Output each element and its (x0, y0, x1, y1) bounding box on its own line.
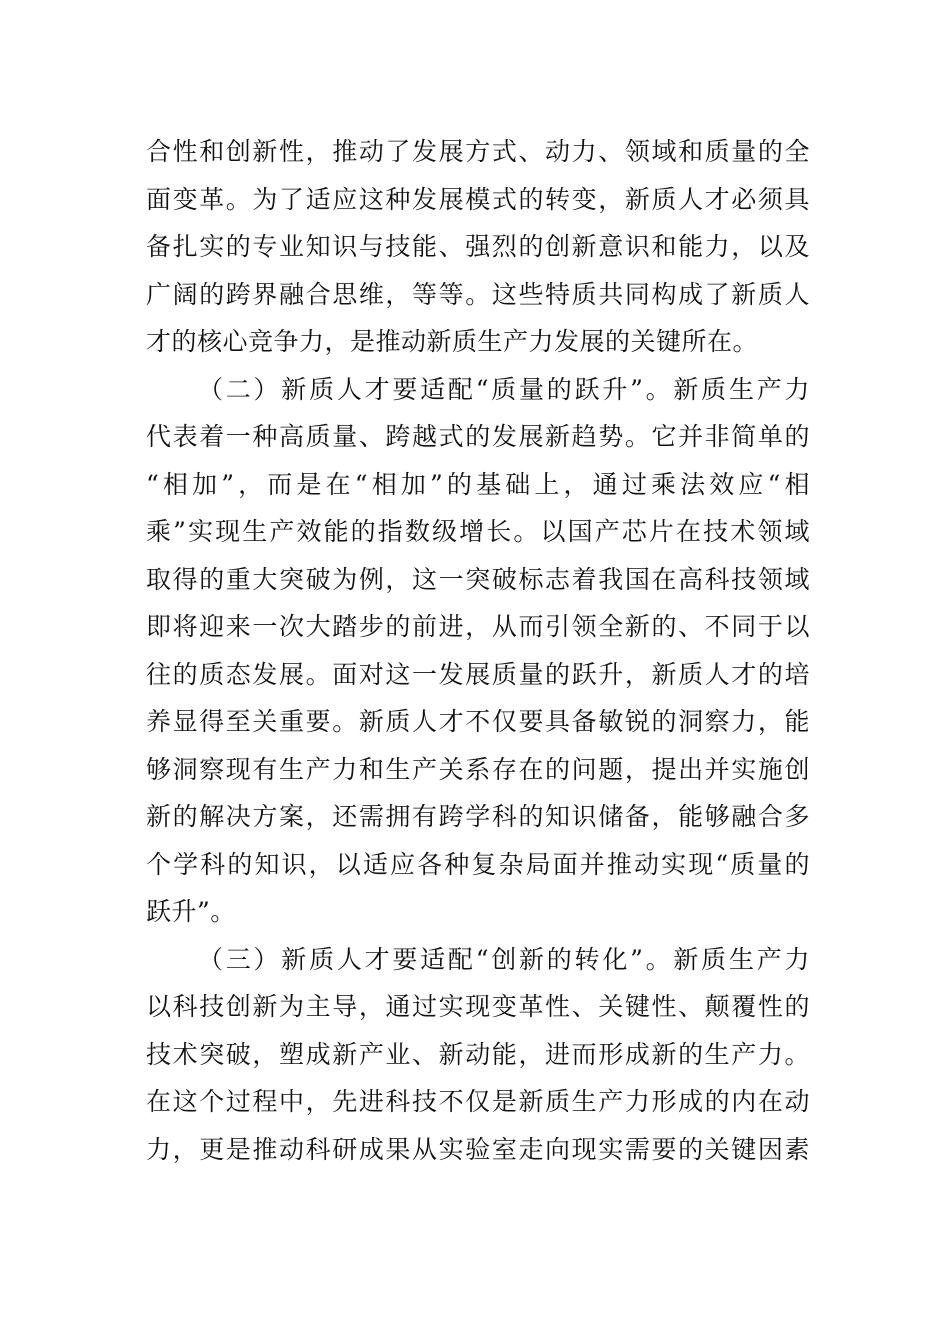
text-line: 合性和创新性，推动了发展方式、动力、领域和质量的全 (146, 137, 810, 166)
text-line: 代表着一种高质量、跨越式的发展新趋势。它并非简单的 (146, 422, 810, 451)
paragraph-start-line: （三）新质人才要适配“创新的转化”。新质生产力 (198, 944, 810, 974)
text-line: 乘”实现生产效能的指数级增长。以国产芯片在技术领域 (146, 517, 810, 546)
text-line: 新的解决方案，还需拥有跨学科的知识储备，能够融合多 (146, 802, 810, 831)
text-line: 才的核心竞争力，是推动新质生产力发展的关键所在。 (146, 327, 759, 356)
text-line: 够洞察现有生产力和生产关系存在的问题，提出并实施创 (146, 754, 810, 784)
text-line: 个学科的知识，以适应各种复杂局面并推动实现“质量的 (146, 849, 810, 879)
text-line: 养显得至关重要。新质人才不仅要具备敏锐的洞察力，能 (146, 707, 810, 736)
document-body (146, 128, 810, 1173)
text-line: 跃升”。 (146, 897, 236, 926)
text-line: 技术突破，塑成新产业、新动能，进而形成新的生产力。 (146, 1039, 810, 1069)
paragraph-start-line: （二）新质人才要适配“质量的跃升”。新质生产力 (198, 374, 810, 404)
text-line: 往的质态发展。面对这一发展质量的跃升，新质人才的培 (146, 659, 810, 689)
text-line: 取得的重大突破为例，这一突破标志着我国在高科技领域 (146, 564, 810, 594)
text-line: 广阔的跨界融合思维，等等。这些特质共同构成了新质人 (146, 279, 810, 309)
text-line: 面变革。为了适应这种发展模式的转变，新质人才必须具 (146, 184, 810, 214)
text-line: “相加”，而是在“相加”的基础上，通过乘法效应“相 (146, 469, 810, 499)
text-line: 即将迎来一次大踏步的前进，从而引领全新的、不同于以 (146, 612, 810, 641)
text-line: 备扎实的专业知识与技能、强烈的创新意识和能力，以及 (146, 232, 810, 261)
text-line: 力，更是推动科研成果从实验室走向现实需要的关键因素 (146, 1134, 810, 1164)
text-line: 以科技创新为主导，通过实现变革性、关键性、颠覆性的 (146, 992, 810, 1021)
text-line: 在这个过程中，先进科技不仅是新质生产力形成的内在动 (146, 1087, 810, 1116)
